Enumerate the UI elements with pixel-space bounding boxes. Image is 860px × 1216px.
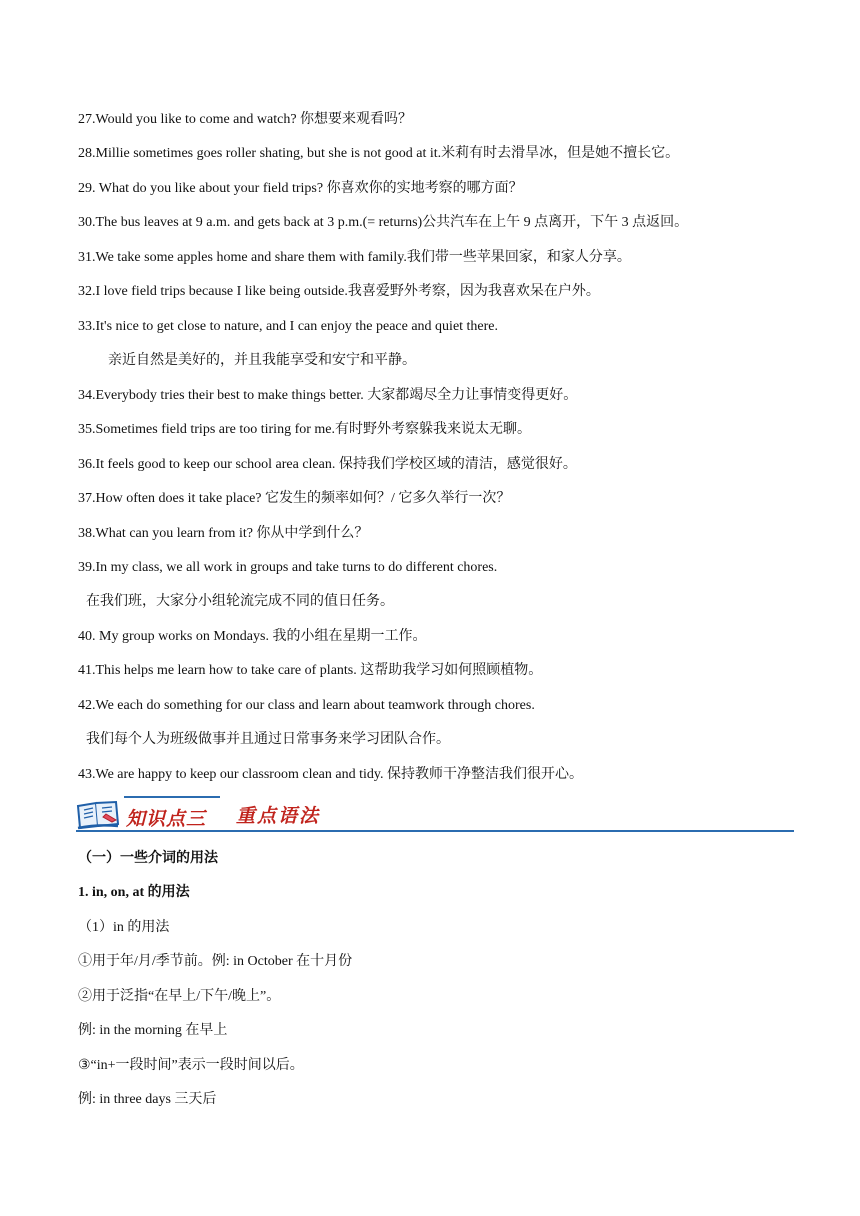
sentence-42-translation: 我们每个人为班级做事并且通过日常事务来学习团队合作。 <box>86 732 450 747</box>
grammar-subheading: 1. in, on, at 的用法 <box>78 885 190 900</box>
sentence-29: 29. What do you like about your field trips? 你喜欢你的实地考察的哪方面？ <box>78 181 523 196</box>
sentence-36: 36.It feels good to keep our school area clean. 保持我们学校区域的清洁，感觉很好。 <box>78 457 577 472</box>
grammar-sub1: （1）in 的用法 <box>78 920 170 935</box>
grammar-item: ③“in+一段时间”表示一段时间以后。 <box>78 1058 304 1073</box>
sentence-39-translation: 在我们班，大家分小组轮流完成不同的值日任务。 <box>86 594 394 609</box>
sentence-31: 31.We take some apples home and share them with family.我们带一些苹果回家，和家人分享。 <box>78 250 631 265</box>
grammar-heading: （一）一些介词的用法 <box>78 851 218 866</box>
sentence-39: 39.In my class, we all work in groups and take turns to do different chores. <box>78 560 498 575</box>
grammar-item: ①用于年/月/季节前。例: in October 在十月份 <box>78 954 353 969</box>
grammar-item: ②用于泛指“在早上/下午/晚上”。 <box>78 989 281 1004</box>
section-header-accent <box>124 796 220 798</box>
section-title: 重点语法 <box>236 805 321 827</box>
sentence-32: 32.I love field trips because I like being outside.我喜爱野外考察，因为我喜欢呆在户外。 <box>78 284 600 299</box>
sentence-27: 27.Would you like to come and watch? 你想要来观看吗？ <box>78 112 413 127</box>
grammar-example: 例: in three days 三天后 <box>78 1092 217 1107</box>
section-header <box>76 796 794 836</box>
sentence-34: 34.Everybody tries their best to make things better. 大家都竭尽全力让事情变得更好。 <box>78 388 578 403</box>
sentence-35: 35.Sometimes field trips are too tiring for me.有时野外考察躲我来说太无聊。 <box>78 422 532 437</box>
sentence-30: 30.The bus leaves at 9 a.m. and gets back at 3 p.m.(= returns)公共汽车在上午 9 点离开，下午 3 点返回。 <box>78 215 689 230</box>
book-icon <box>76 800 120 830</box>
section-label: 知识点三 <box>126 808 207 830</box>
sentence-41: 41.This helps me learn how to take care of plants. 这帮助我学习如何照顾植物。 <box>78 663 543 678</box>
sentence-38: 38.What can you learn from it? 你从中学到什么？ <box>78 526 369 541</box>
sentence-43: 43.We are happy to keep our classroom clean and tidy. 保持教师干净整洁我们很开心。 <box>78 767 583 782</box>
sentence-37: 37.How often does it take place? 它发生的频率如何？/ 它多久举行一次？ <box>78 491 511 506</box>
sentence-40: 40. My group works on Mondays. 我的小组在星期一工作。 <box>78 629 427 644</box>
sentence-33: 33.It's nice to get close to nature, and I can enjoy the peace and quiet there. <box>78 319 499 334</box>
sentence-28: 28.Millie sometimes goes roller shating, but she is not good at it.米莉有时去滑旱冰，但是她不擅长它。 <box>78 146 680 161</box>
section-rule <box>76 830 794 832</box>
sentence-33-translation: 亲近自然是美好的，并且我能享受和安宁和平静。 <box>108 353 416 368</box>
sentence-42: 42.We each do something for our class and learn about teamwork through chores. <box>78 698 535 713</box>
grammar-example: 例: in the morning 在早上 <box>78 1023 228 1038</box>
